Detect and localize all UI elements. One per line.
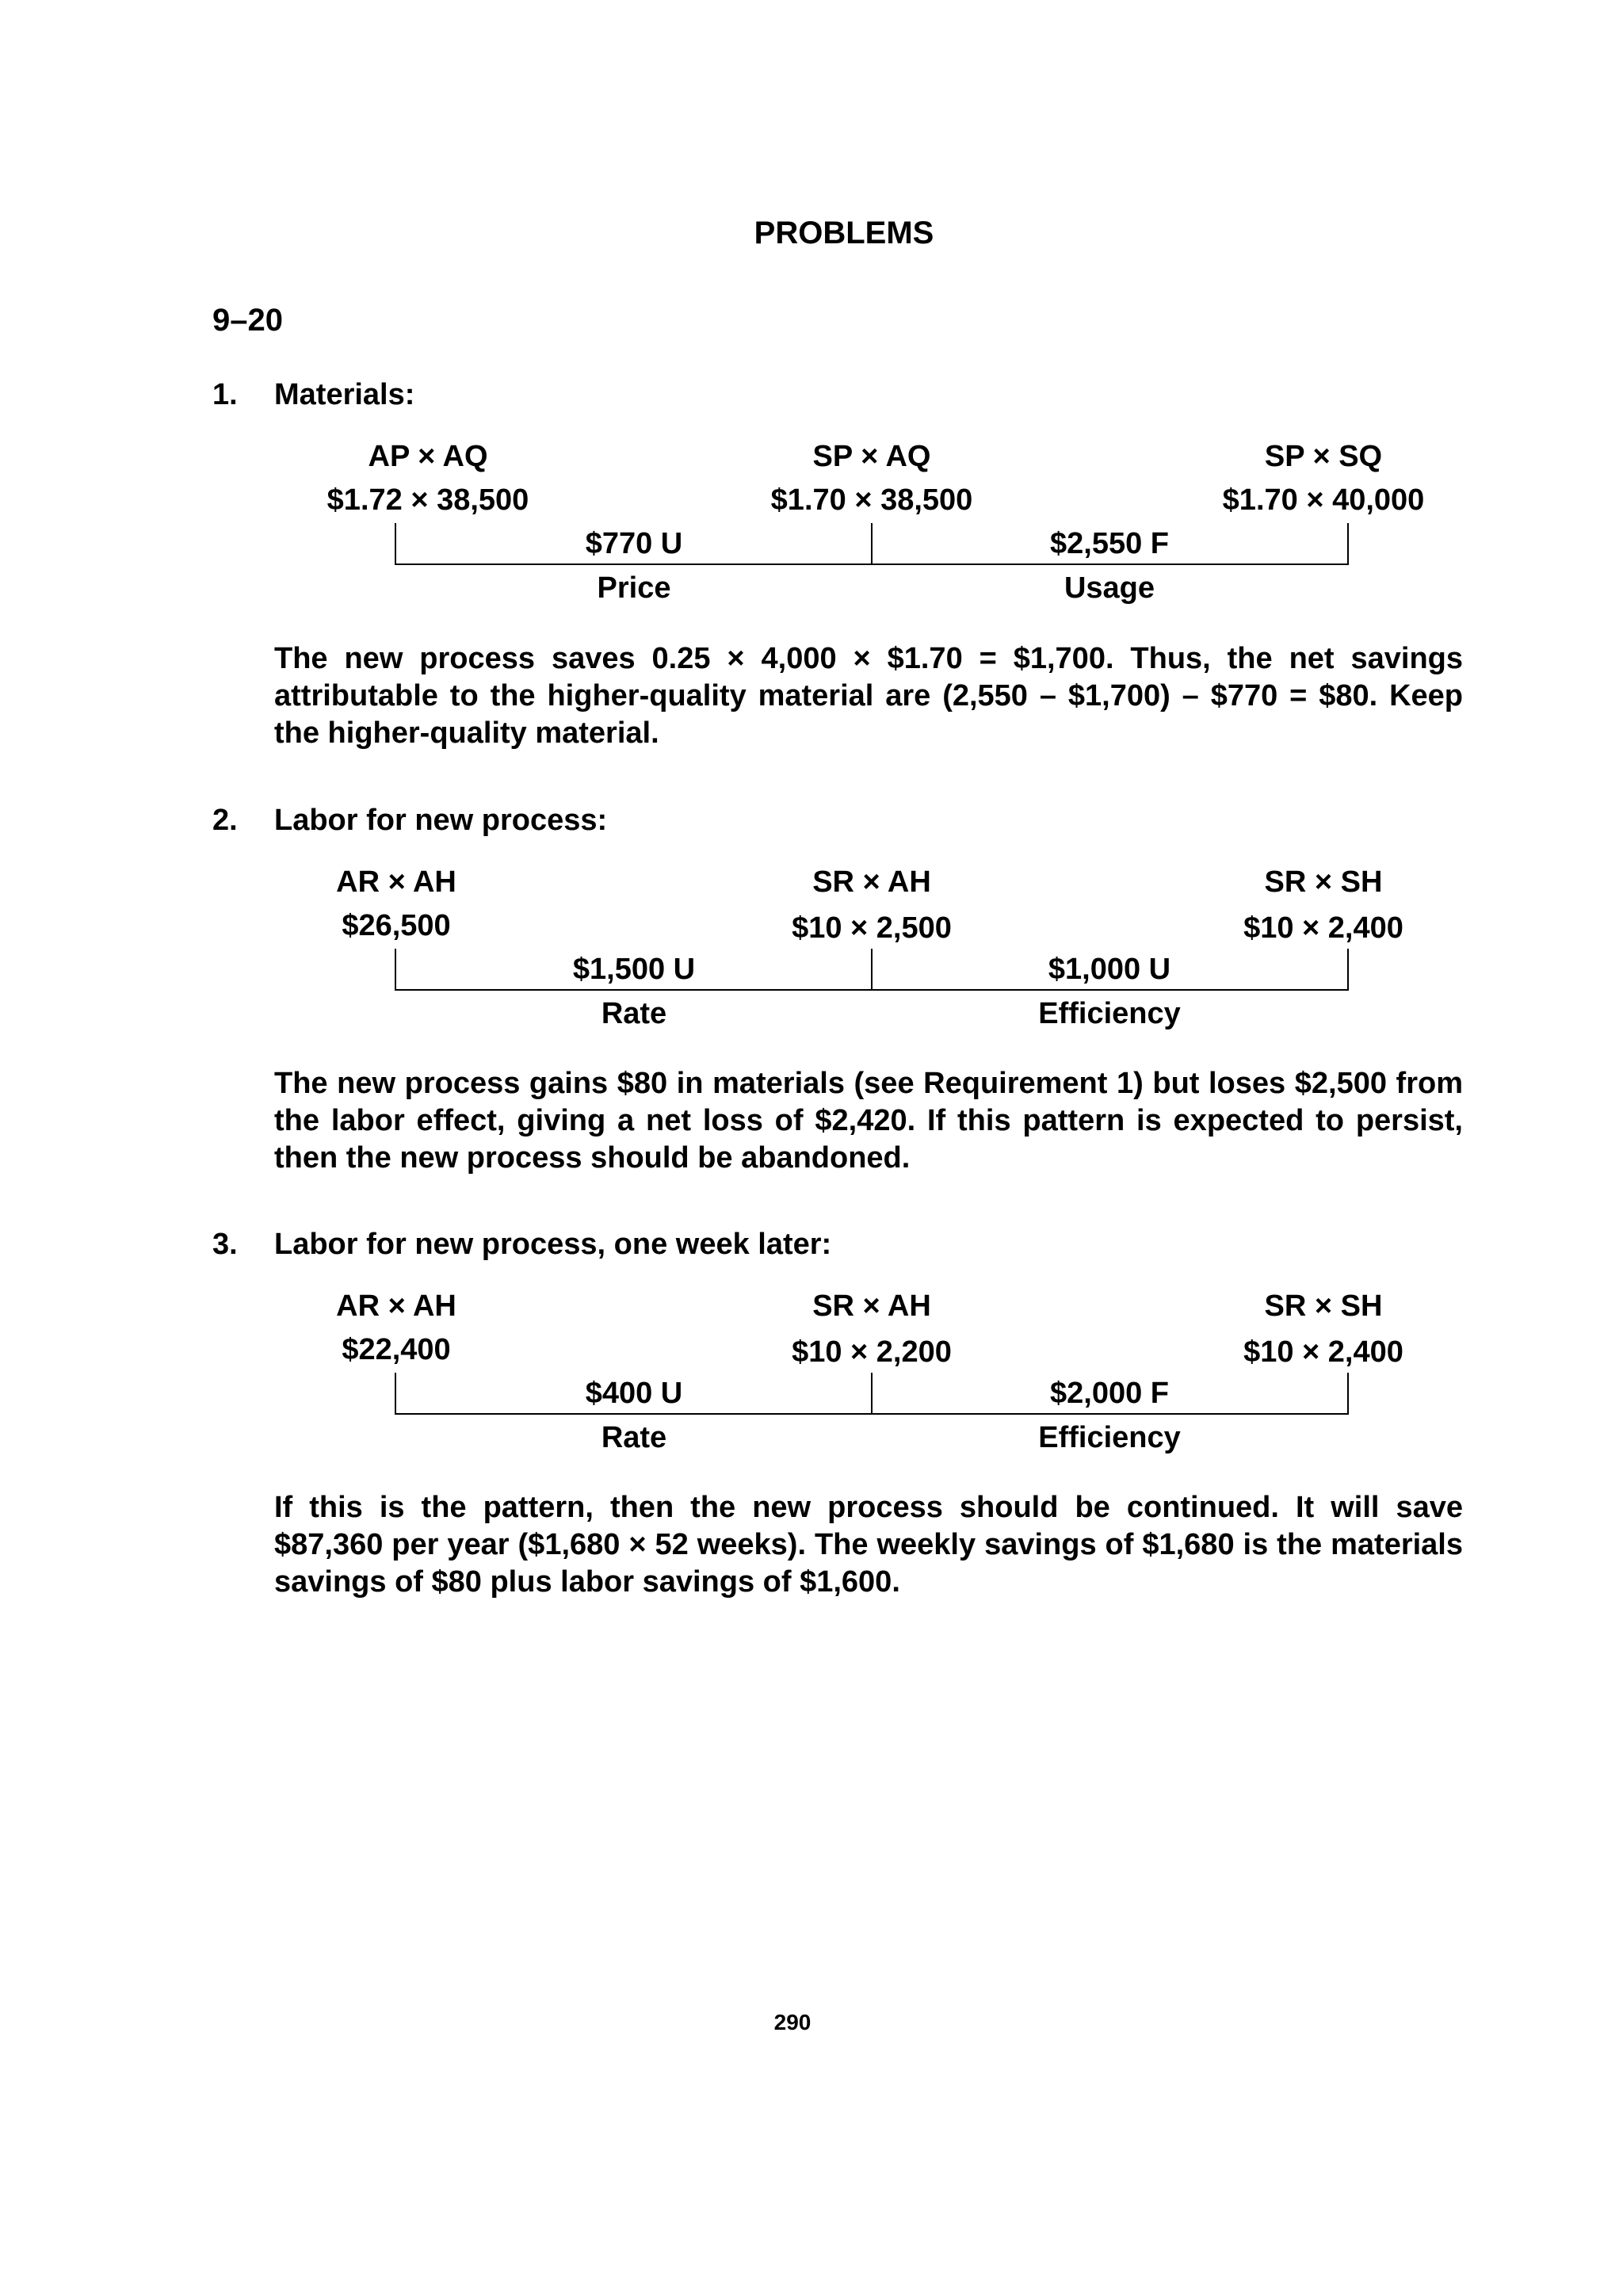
- variance-amount: $1,000 U: [1048, 953, 1171, 986]
- explanation-paragraph: The new process saves 0.25 × 4,000 × $1.70 = $1,700. Thus, the net savings attributable to the higher-quality material are (2,550 – $1,700) – $770 = $80. Keep the higher-quality material.: [274, 642, 1463, 750]
- column-header: SR × SH: [1264, 1289, 1383, 1323]
- bracket-right: [1347, 523, 1349, 565]
- bracket-middle: [871, 523, 873, 565]
- variance-amount: $1,500 U: [572, 953, 696, 986]
- bracket-left: [395, 523, 396, 565]
- column-value: $22,400: [342, 1333, 451, 1366]
- section-heading: Materials:: [274, 378, 415, 411]
- column-header: SR × AH: [812, 1289, 931, 1323]
- bracket-left: [395, 949, 396, 991]
- variance-amount: $400 U: [585, 1377, 683, 1410]
- bracket-baseline: [395, 989, 1349, 991]
- section-heading: Labor for new process:: [274, 804, 608, 837]
- variance-label: Price: [597, 571, 671, 605]
- column-header: AP × AQ: [368, 440, 488, 473]
- column-value: $1.70 × 38,500: [770, 483, 973, 517]
- column-value: $26,500: [342, 909, 451, 942]
- section-number: 1.: [212, 378, 238, 411]
- variance-label: Rate: [601, 1421, 667, 1454]
- variance-label: Efficiency: [1038, 997, 1181, 1030]
- bracket-right: [1347, 1373, 1349, 1415]
- column-header: SP × SQ: [1264, 440, 1383, 473]
- variance-label: Efficiency: [1038, 1421, 1181, 1454]
- column-value: $1.70 × 40,000: [1222, 483, 1425, 517]
- column-value: $10 × 2,200: [792, 1335, 952, 1369]
- column-value: $10 × 2,400: [1243, 1335, 1403, 1369]
- column-header: SP × AQ: [812, 440, 931, 473]
- explanation-paragraph: The new process gains $80 in materials (see Requirement 1) but loses $2,500 from the labor effect, giving a net loss of $2,420. If this pattern is expected to persist, then the new process should be abandoned.: [274, 1067, 1463, 1175]
- variance-amount: $770 U: [585, 527, 683, 560]
- section-heading: Labor for new process, one week later:: [274, 1228, 832, 1261]
- column-value: $10 × 2,400: [1243, 911, 1403, 945]
- column-header: AR × AH: [336, 865, 456, 899]
- variance-label: Usage: [1064, 571, 1155, 605]
- variance-amount: $2,000 F: [1050, 1377, 1169, 1410]
- column-value: $10 × 2,500: [792, 911, 952, 945]
- explanation-paragraph: If this is the pattern, then the new process should be continued. It will save $87,360 per year ($1,680 × 52 weeks). The weekly savings of $1,680 is the materials savings of $80 plus labor savings of $1,600.: [274, 1491, 1463, 1599]
- bracket-right: [1347, 949, 1349, 991]
- page-title: PROBLEMS: [754, 216, 934, 250]
- column-header: SR × AH: [812, 865, 931, 899]
- column-value: $1.72 × 38,500: [327, 483, 529, 517]
- section-number: 2.: [212, 804, 238, 837]
- page-number: 290: [773, 2010, 812, 2034]
- bracket-middle: [871, 949, 873, 991]
- column-header: AR × AH: [336, 1289, 456, 1323]
- bracket-baseline: [395, 1413, 1349, 1415]
- problem-number: 9–20: [212, 303, 283, 338]
- bracket-middle: [871, 1373, 873, 1415]
- column-header: SR × SH: [1264, 865, 1383, 899]
- bracket-left: [395, 1373, 396, 1415]
- variance-label: Rate: [601, 997, 667, 1030]
- section-number: 3.: [212, 1228, 238, 1261]
- variance-amount: $2,550 F: [1050, 527, 1169, 560]
- bracket-baseline: [395, 563, 1349, 565]
